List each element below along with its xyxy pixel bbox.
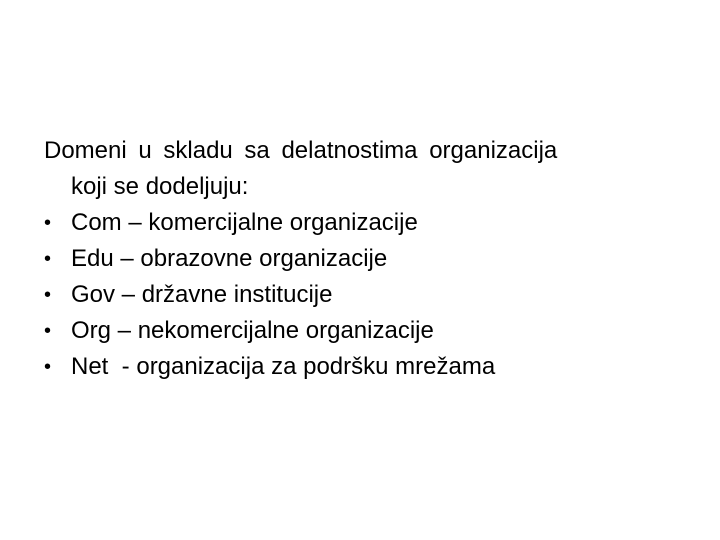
domain-list <box>44 205 676 385</box>
list-item-text: Com – komercijalne organizacije <box>71 209 418 236</box>
list-item-org <box>44 313 676 349</box>
intro-text-line-2: koji se dodeljuju: <box>71 173 249 200</box>
list-item-edu <box>44 241 676 277</box>
list-item-text: Org – nekomercijalne organizacije <box>71 317 434 344</box>
list-item-text: Edu – obrazovne organizacije <box>71 245 388 272</box>
bullet-icon: • <box>44 320 52 342</box>
list-item-text: Net - organizacija za podršku mrežama <box>71 353 496 380</box>
list-item-net <box>44 349 676 385</box>
bullet-icon: • <box>44 356 52 378</box>
bullet-icon: • <box>44 212 52 234</box>
list-item-gov <box>44 277 676 313</box>
slide-body <box>44 133 676 385</box>
bullet-icon: • <box>44 248 52 270</box>
intro-text-line-1: Domeni u skladu sa delatnostima organizacija <box>44 137 558 164</box>
list-item-text: Gov – državne institucije <box>71 281 333 308</box>
list-item-com <box>44 205 676 241</box>
bullet-icon: • <box>44 284 52 306</box>
